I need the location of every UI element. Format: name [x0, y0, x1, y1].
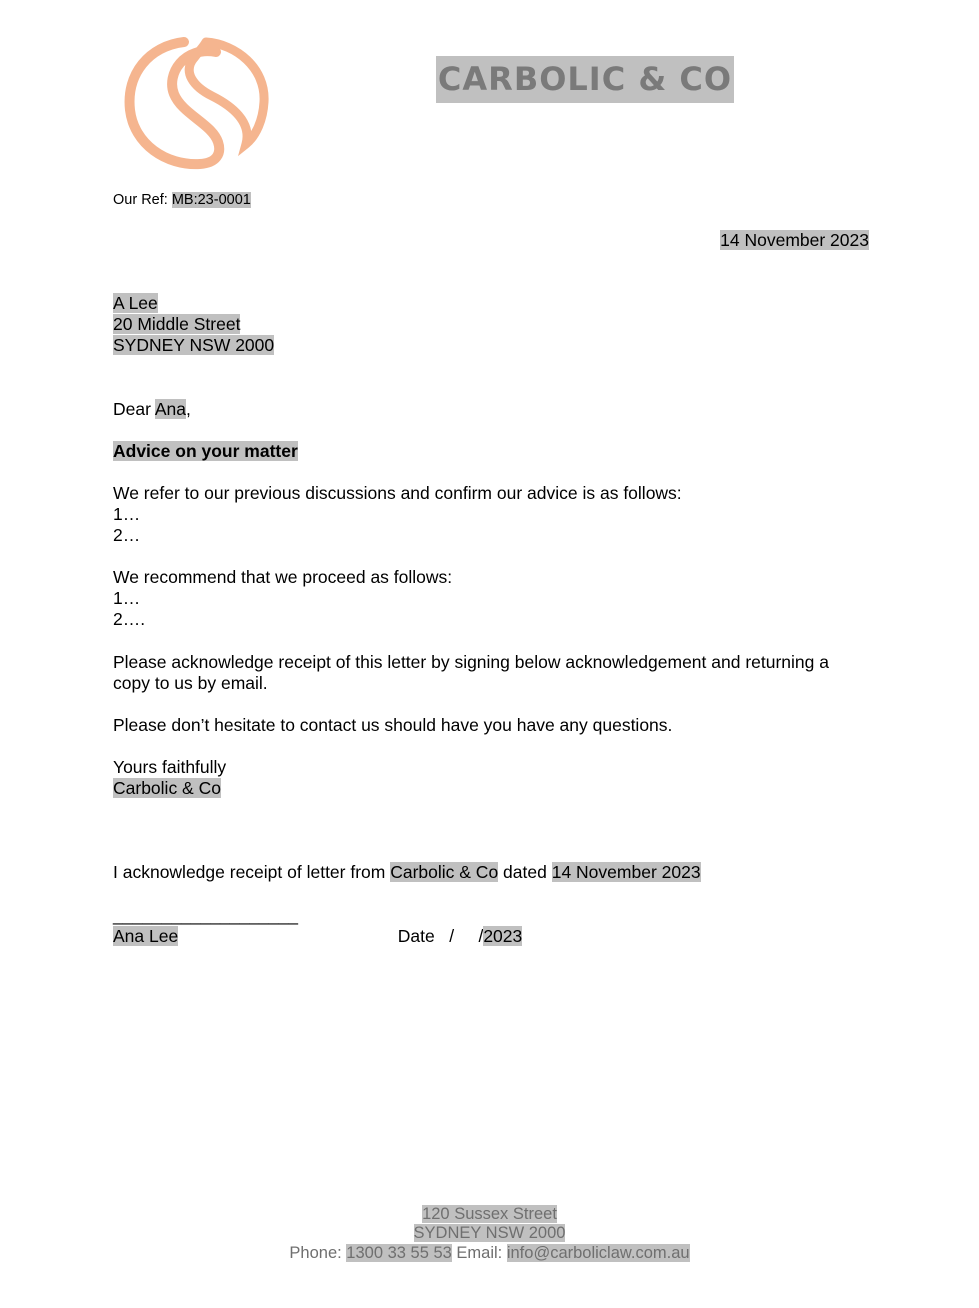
- signer-name: Ana Lee: [113, 926, 179, 946]
- footer-street: 120 Sussex Street: [422, 1205, 557, 1223]
- recommend-intro: We recommend that we proceed as follows:: [113, 567, 453, 587]
- advice-intro: We refer to our previous discussions and confirm our advice is as follows:: [113, 483, 682, 503]
- footer-contact: Phone: 1300 33 55 53 Email: info@carboliclaw.com.au: [289, 1244, 690, 1262]
- signature-line: ___________________: [113, 905, 298, 925]
- signature-date-year: 2023: [483, 926, 523, 946]
- acknowledgement-line: I acknowledge receipt of letter from Carbolic & Co dated 14 November 2023: [113, 862, 701, 882]
- signoff-firm: Carbolic & Co: [113, 778, 221, 798]
- recipient-city: SYDNEY NSW 2000: [113, 335, 275, 355]
- subject-line: Advice on your matter: [113, 441, 298, 461]
- firm-name: CARBOLIC & CO: [436, 56, 734, 103]
- footer-email[interactable]: info@carboliclaw.com.au: [506, 1244, 690, 1262]
- reference-line: [113, 191, 251, 209]
- recommend-item-2: 2….: [113, 609, 146, 629]
- recommend-item-1: 1…: [113, 588, 141, 608]
- footer-phone: 1300 33 55 53: [346, 1244, 452, 1262]
- advice-item-1: 1…: [113, 504, 141, 524]
- acknowledgement-date: 14 November 2023: [551, 862, 701, 882]
- letter-date: 14 November 2023: [720, 230, 869, 250]
- reference-value: MB:23-0001: [171, 192, 251, 208]
- advice-item-2: 2…: [113, 525, 141, 545]
- contact-paragraph: Please don’t hesitate to contact us should have you have any questions.: [113, 715, 673, 735]
- acknowledge-paragraph-line-1: Please acknowledge receipt of this letter by signing below acknowledgement and returning a: [113, 652, 829, 672]
- signature-date-field: Date / /2023: [397, 926, 523, 946]
- footer-city: SYDNEY NSW 2000: [413, 1224, 566, 1242]
- salutation: Dear Ana,: [113, 399, 191, 419]
- salutation-name: Ana: [154, 399, 186, 419]
- recipient-name: A Lee: [113, 293, 158, 313]
- acknowledge-paragraph-line-2: copy to us by email.: [113, 673, 268, 693]
- stylized-s-circle-logo-icon: [124, 32, 272, 170]
- acknowledgement-firm: Carbolic & Co: [390, 862, 499, 882]
- reference-label: Our Ref:: [113, 192, 172, 208]
- recipient-street: 20 Middle Street: [113, 314, 241, 334]
- closing: Yours faithfully: [113, 757, 227, 777]
